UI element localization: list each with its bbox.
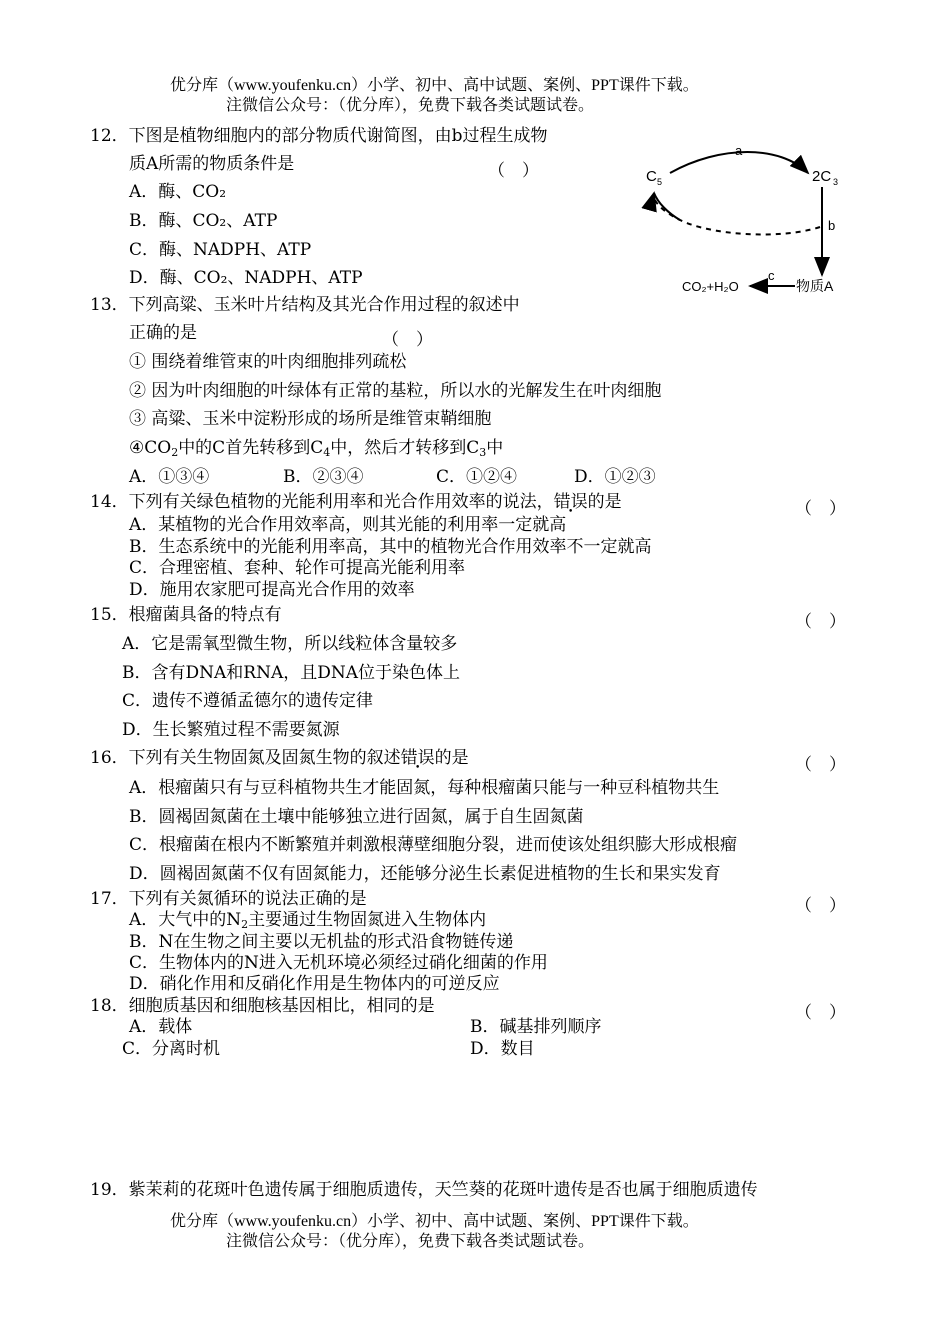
q12-option-a: A．酶、CO₂ — [129, 182, 227, 202]
q14-option-d: D．施用农家肥可提高光合作用的效率 — [129, 580, 415, 600]
q18-option-b: B．碱基排列顺序 — [470, 1017, 602, 1037]
q13-option-d: D．①②③ — [574, 467, 656, 487]
q13-stem-line-1: 13．下列高粱、玉米叶片结构及其光合作用过程的叙述中 — [90, 295, 520, 315]
q15-option-d: D．生长繁殖过程不需要氮源 — [122, 720, 340, 740]
q17-option-d: D．硝化作用和反硝化作用是生物体内的可逆反应 — [129, 974, 500, 994]
label-co2-h2o: CO₂+H₂O — [682, 279, 739, 294]
q16-option-d: D．圆褐固氮菌不仅有固氮能力，还能够分泌生长素促进植物的生长和果实发育 — [129, 864, 721, 884]
q13-option-b: B．②③④ — [283, 467, 364, 487]
q12-option-c: C．酶、NADPH、ATP — [129, 240, 312, 260]
q14-option-c: C．合理密植、套种、轮作可提高光能利用率 — [129, 558, 466, 578]
q16-option-b: B．圆褐固氮菌在土壤中能够独立进行固氮，属于自生固氮菌 — [129, 807, 584, 827]
label-c5: C — [646, 168, 657, 185]
q13-stem-line-2: 正确的是 — [129, 323, 197, 343]
arrow-return — [654, 193, 820, 234]
q14-option-a: A．某植物的光合作用效率高，则其光能的利用率一定就高 — [129, 515, 567, 535]
q17-answer-paren: （ ） — [795, 896, 846, 916]
label-2c3: 2C — [812, 168, 832, 185]
footer-line-1: 优分库（www.youfenku.cn）小学、初中、高中试题、案例、PPT课件下载。 — [170, 1213, 699, 1230]
q18-option-c: C．分离时机 — [122, 1039, 221, 1059]
q16-stem: 16．下列有关生物固氮及固氮生物的叙述错误的是 — [90, 748, 469, 768]
q17-option-a: A．大气中的$N_2$主要通过生物固氮进入生物体内 — [129, 910, 487, 931]
header-line-1: 优分库（www.youfenku.cn）小学、初中、高中试题、案例、PPT课件下载。 — [170, 77, 699, 94]
label-substance-a: 物质A — [796, 278, 834, 294]
q14-stem: 14．下列有关绿色植物的光能利用率和光合作用效率的说法，错误的是 — [90, 492, 622, 512]
q14-option-b: B．生态系统中的光能利用率高，其中的植物光合作用效率不一定就高 — [129, 537, 652, 557]
label-a: a — [735, 143, 743, 158]
q18-stem: 18．细胞质基因和细胞核基因相比，相同的是 — [90, 996, 435, 1016]
q12-stem-line-2: 质A所需的物质条件是 — [129, 154, 295, 174]
q19-stem: 19．紫茉莉的花斑叶色遗传属于细胞质遗传，天竺葵的花斑叶遗传是否也属于细胞质遗传 — [90, 1180, 758, 1200]
q12-option-d: D．酶、CO₂、NADPH、ATP — [129, 268, 363, 288]
q13-option-a: A．①③④ — [129, 467, 210, 487]
label-b: b — [828, 218, 836, 233]
q13-statement-3: ③ 高粱、玉米中淀粉形成的场所是维管束鞘细胞 — [129, 409, 492, 429]
q15-option-c: C．遗传不遵循孟德尔的遗传定律 — [122, 691, 374, 711]
q17-option-c: C．生物体内的N进入无机环境必须经过硝化细菌的作用 — [129, 953, 548, 973]
label-c: c — [768, 268, 775, 283]
q15-answer-paren: （ ） — [795, 612, 846, 632]
q15-stem: 15．根瘤菌具备的特点有 — [90, 605, 282, 625]
q12-answer-paren: （ ） — [488, 161, 539, 181]
q18-answer-paren: （ ） — [795, 1003, 846, 1023]
q17-stem: 17．下列有关氮循环的说法正确的是 — [90, 889, 367, 909]
q16-answer-paren: （ ） — [795, 755, 846, 775]
q18-option-d: D．数目 — [470, 1039, 535, 1059]
q17-option-b: B．N在生物之间主要以无机盐的形式沿食物链传递 — [129, 932, 514, 952]
q14-answer-paren: （ ） — [795, 499, 846, 519]
label-2c3-sub: 3 — [833, 177, 839, 187]
q15-option-b: B．含有DNA和RNA，且DNA位于染色体上 — [122, 663, 461, 683]
q16-option-c: C．根瘤菌在根内不断繁殖并刺激根薄壁细胞分裂，进而使该处组织膨大形成根瘤 — [129, 835, 738, 855]
label-c5-sub: 5 — [657, 177, 663, 187]
footer-line-2: 注微信公众号：（优分库），免费下载各类试题试卷。 — [226, 1233, 595, 1250]
q13-answer-paren: （ ） — [382, 330, 433, 350]
q13-statement-4: $④CO_2$中的C首先转移到$C_4$中，然后才转移到$C_3$中 — [129, 438, 504, 459]
q15-option-a: A．它是需氧型微生物，所以线粒体含量较多 — [122, 634, 458, 654]
q12-option-b: B．酶、CO₂、ATP — [129, 211, 278, 231]
q13-option-c: C．①②④ — [436, 467, 518, 487]
q18-option-a: A．载体 — [129, 1017, 193, 1037]
metabolism-diagram — [640, 135, 855, 305]
q12-stem-line-1: 12．下图是植物细胞内的部分物质代谢简图，由b过程生成物 — [90, 126, 548, 146]
q13-statement-2: ② 因为叶肉细胞的叶绿体有正常的基粒，所以水的光解发生在叶肉细胞 — [129, 381, 662, 401]
header-line-2: 注微信公众号：（优分库），免费下载各类试题试卷。 — [226, 97, 595, 114]
q13-statement-1: ① 围绕着维管束的叶肉细胞排列疏松 — [129, 352, 407, 372]
q16-option-a: A．根瘤菌只有与豆科植物共生才能固氮，每种根瘤菌只能与一种豆科植物共生 — [129, 778, 720, 798]
